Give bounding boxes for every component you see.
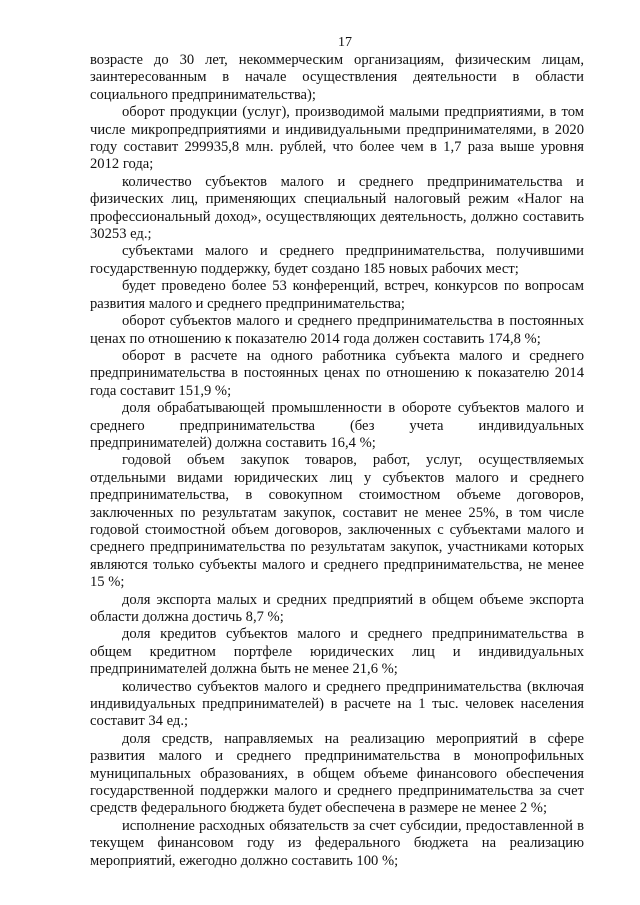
paragraph-4: субъектами малого и среднего предпринимательства, получившими государственную поддержку, будет создано 185 новых рабочих мест; bbox=[90, 243, 584, 277]
paragraph-14: исполнение расходных обязательств за счет субсидии, предоставленной в текущем финансовом году из федерального бюджета на реализацию мероприятий, ежегодно должно составить 100 %; bbox=[90, 817, 584, 869]
paragraph-10: доля экспорта малых и средних предприятий в общем объеме экспорта области должна достичь 8,7 %; bbox=[90, 591, 584, 625]
paragraph-2: оборот продукции (услуг), производимой малыми предприятиями, в том числе микропредприятиями и индивидуальными предпринимателями, в 2020 году составит 299935,8 млн. рублей, что более чем в 1,7 раза выше уровня 2012 года; bbox=[90, 104, 584, 173]
paragraph-1: возрасте до 30 лет, некоммерческим организациям, физическим лицам, заинтересованным в начале осуществления деятельности в области социального предпринимательства); bbox=[90, 52, 584, 103]
paragraph-12: количество субъектов малого и среднего предпринимательства (включая индивидуальных предпринимателей) в расчете на 1 тыс. человек населения составит 34 ед.; bbox=[90, 678, 584, 730]
paragraph-6: оборот субъектов малого и среднего предпринимательства в постоянных ценах по отношению к показателю 2014 года должен составить 174,8 %; bbox=[90, 313, 584, 347]
paragraph-7: оборот в расчете на одного работника субъекта малого и среднего предпринимательства в постоянных ценах по отношению к показателю 2014 года составит 151,9 %; bbox=[90, 347, 584, 399]
document-body bbox=[90, 52, 584, 870]
paragraph-11: доля кредитов субъектов малого и среднего предпринимательства в общем кредитном портфеле юридических лиц и индивидуальных предпринимателей должна быть не менее 21,6 %; bbox=[90, 626, 584, 678]
paragraph-13: доля средств, направляемых на реализацию мероприятий в сфере развития малого и среднего предпринимательства в монопрофильных муниципальных образованиях, в общем объеме финансового обеспечения государственной поддержки малого и среднего предпринимательства за счет средств федерального бюджета будет обеспечена в размере не менее 2 %; bbox=[90, 730, 584, 817]
page-number: 17 bbox=[338, 35, 352, 50]
paragraph-5: будет проведено более 53 конференций, встреч, конкурсов по вопросам развития малого и среднего предпринимательства; bbox=[90, 278, 584, 312]
paragraph-9: годовой объем закупок товаров, работ, услуг, осуществляемых отдельными видами юридических лиц у субъектов малого и среднего предпринимательства, в совокупном стоимостном объеме договоров, заключенных по результатам закупок, составит не менее 25%, в том числе годовой стоимостной объем договоров, заключенных с субъектами малого и среднего предпринимательства по результатам закупок, участниками которых являются только субъекты малого и среднего предпринимательства, не менее 15 %; bbox=[90, 452, 584, 591]
paragraph-8: доля обрабатывающей промышленности в обороте субъектов малого и среднего предпринимательства (без учета индивидуальных предпринимателей) должна составить 16,4 %; bbox=[90, 400, 584, 451]
paragraph-3: количество субъектов малого и среднего предпринимательства и физических лиц, применяющих специальный налоговый режим «Налог на профессиональный доход», осуществляющих деятельность, должно составить 30253 ед.; bbox=[90, 173, 584, 243]
